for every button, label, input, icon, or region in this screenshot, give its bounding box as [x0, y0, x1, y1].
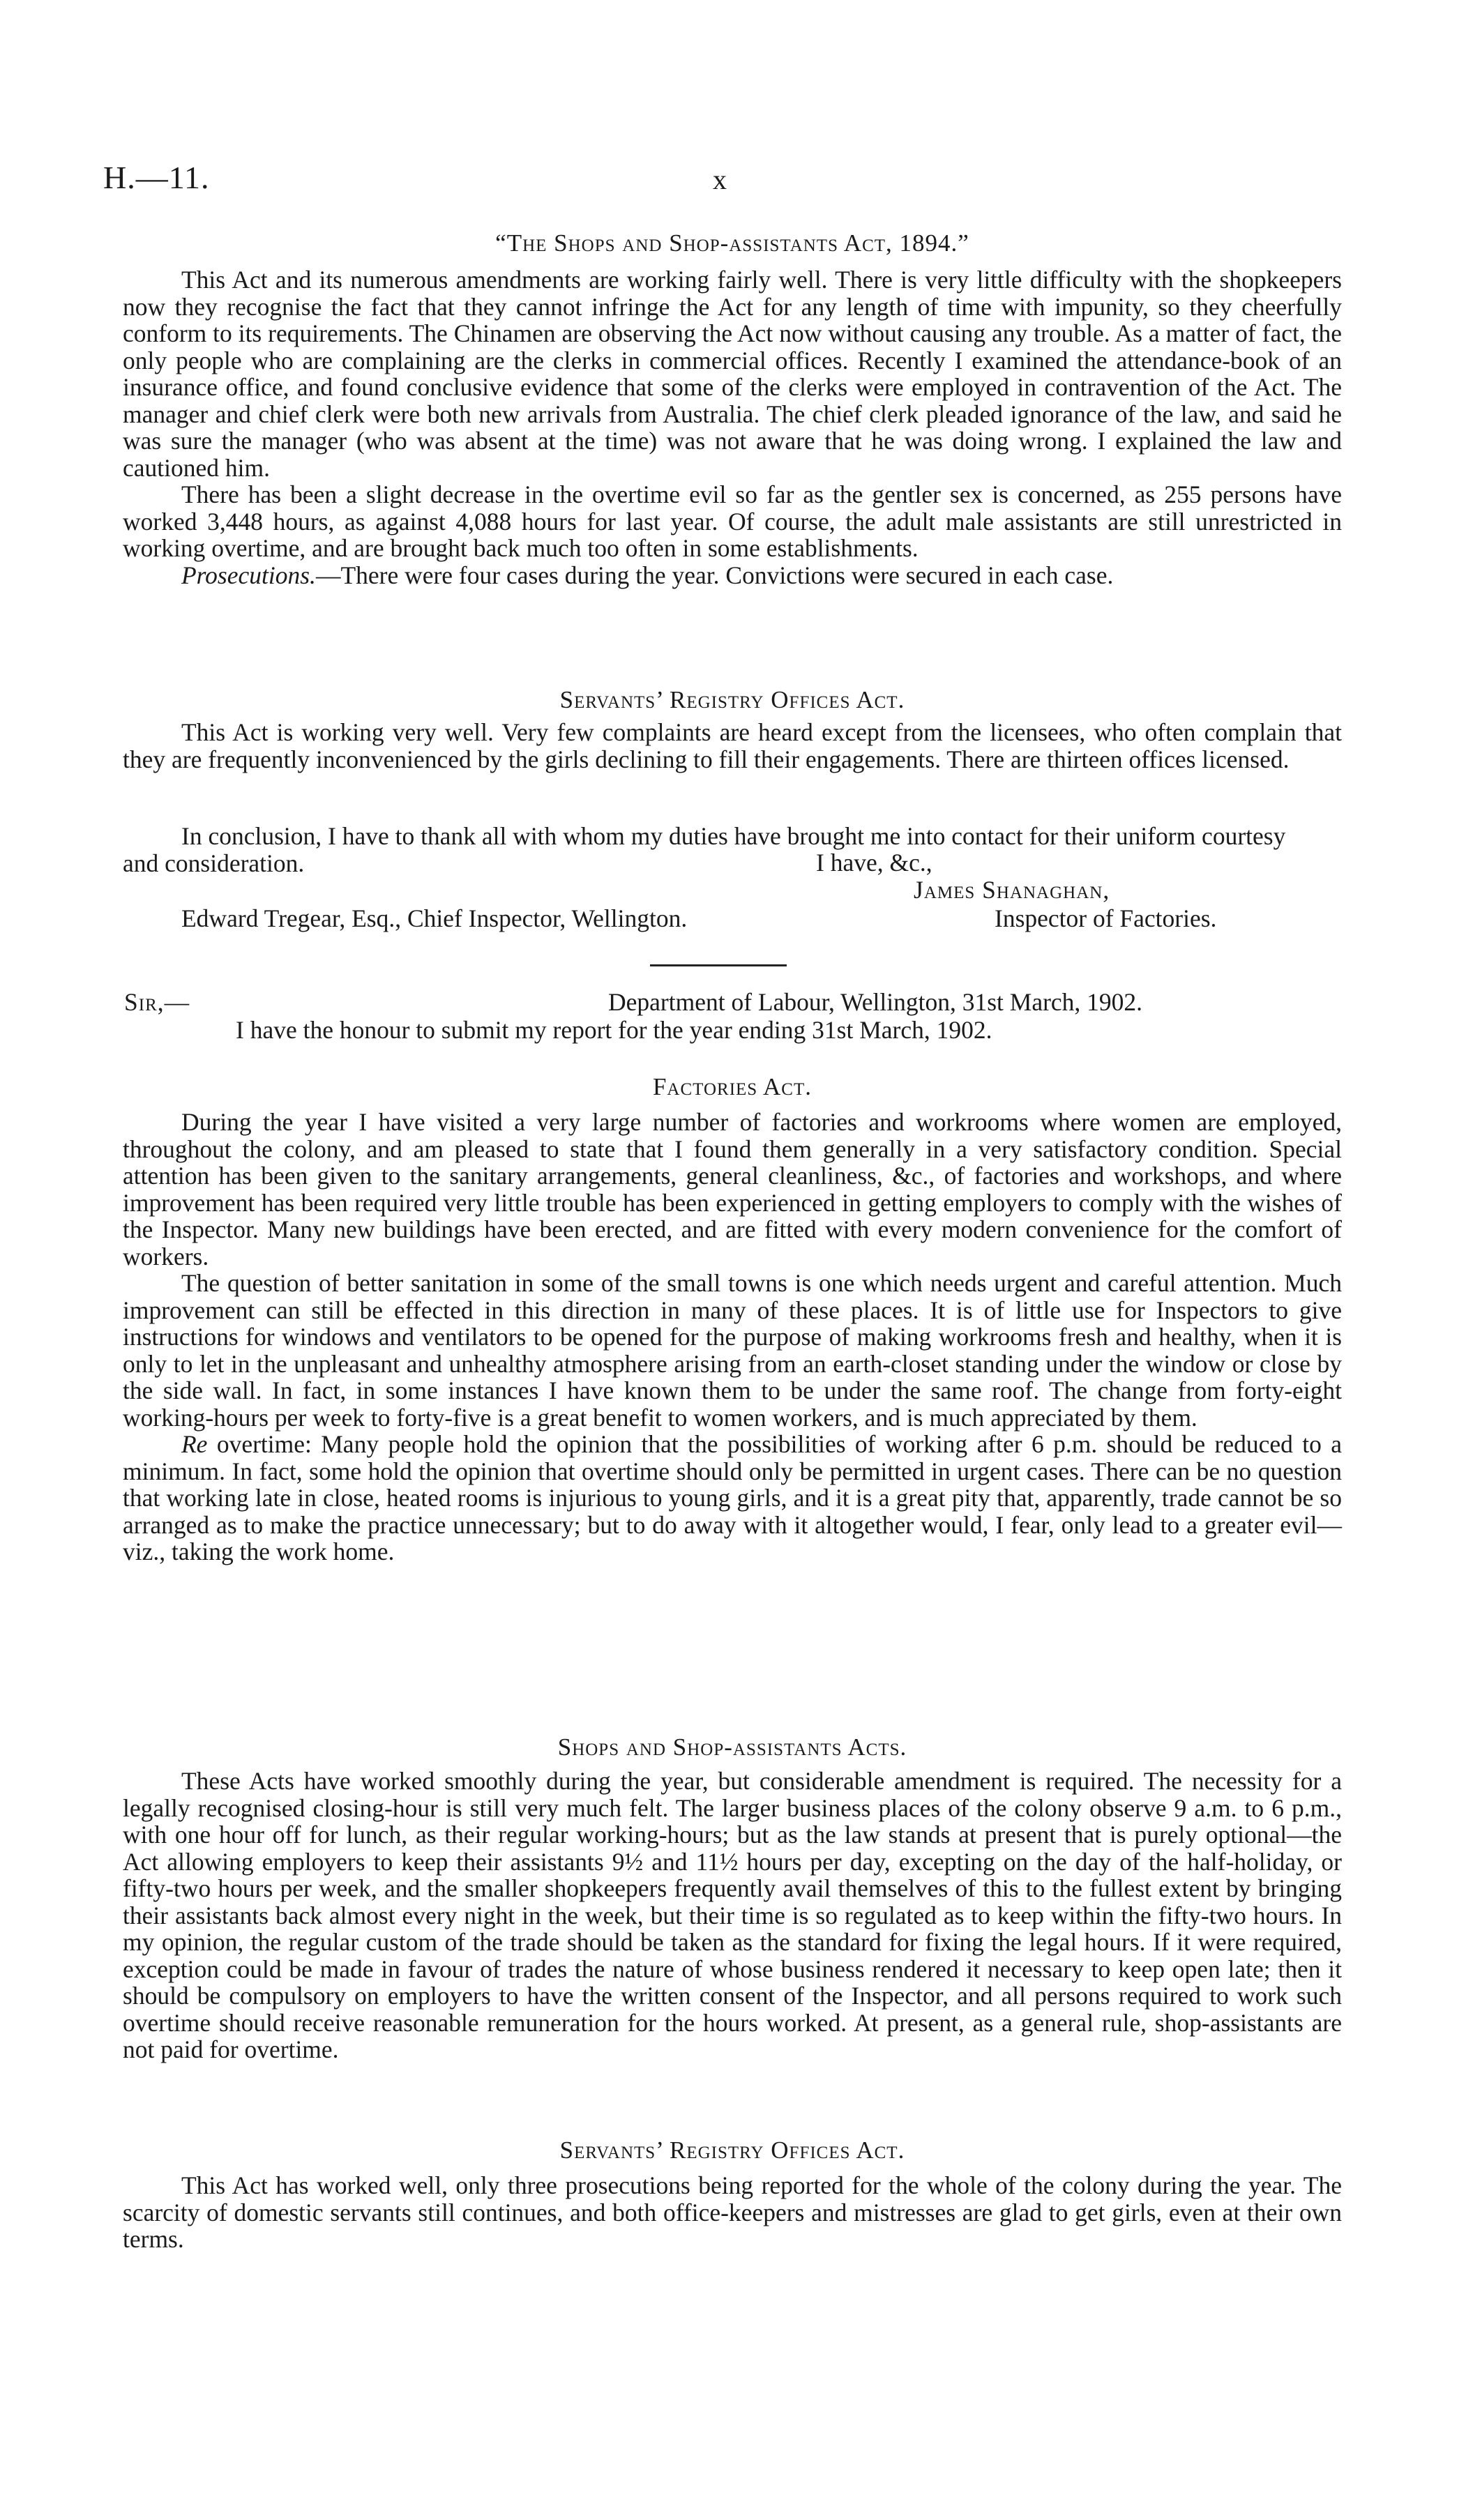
prosecutions-paragraph: [123, 562, 1342, 589]
section-divider: [650, 964, 787, 966]
paragraph: This Act is working very well. Very few complaints are heard except from the licensees, who often complain that they are frequently inconvenienced by the girls declining to fill their engagements. There are thirteen offices licensed.: [123, 718, 1342, 773]
overtime-label: Re: [181, 1430, 208, 1458]
letter-salutation: Sir,—: [124, 988, 190, 1016]
section-heading-shops-act-1894: “The Shops and Shop-assistants Act, 1894.”: [495, 229, 969, 257]
paragraph: This Act has worked well, only three prosecutions being reported for the whole of the colony during the year. The scarcity of domestic servants still continues, and both office-keepers and mistresses are glad to get girls, even at their own terms.: [123, 2171, 1342, 2253]
prosecutions-text: —There were four cases during the year. Convictions were secured in each case.: [315, 561, 1114, 589]
section-heading-registry-offices-2: Servants’ Registry Offices Act.: [559, 2136, 905, 2164]
paragraph: There has been a slight decrease in the overtime evil so far as the gentler sex is concerned, as 255 persons have worked 3,448 hours, as against 4,088 hours for last year. Of course, the adult male assistants are still unrestricted in working overtime, and are brought back much too often in some establishments.: [123, 480, 1342, 562]
section-body-factories-act: [123, 1109, 1342, 1565]
section-body-shops-act-1894: [123, 266, 1342, 589]
overtime-paragraph: [123, 1431, 1342, 1565]
prosecutions-label: Prosecutions.: [181, 561, 316, 589]
signature-title: Inspector of Factories.: [995, 904, 1217, 932]
closing-block: [123, 823, 1322, 876]
paragraph: During the year I have visited a very large number of factories and workrooms where women are employed, throughout the colony, and am pleased to state that I found them generally in a very satisfactory condition. Special attention has been given to the sanitary arrangements, general cleanliness, &c., of factories and workshops, and where improvement has been required very little trouble has been experienced in getting employers to comply with the wishes of the Inspector. Many new buildings have been erected, and are fitted with every modern convenience for the comfort of workers.: [123, 1108, 1342, 1270]
addressee: Edward Tregear, Esq., Chief Inspector, Wellington.: [181, 904, 688, 932]
document-reference: H.—11.: [103, 160, 210, 195]
letter-dateline: Department of Labour, Wellington, 31st March, 1902.: [608, 988, 1143, 1016]
paragraph: This Act and its numerous amendments are working fairly well. There is very little difficulty with the shopkeepers now they recognise the fact that they cannot infringe the Act for any length of time with impunity, so they cheerfully conform to its requirements. The Chinamen are observing the Act now without causing any trouble. As a matter of fact, the only people who are complaining are the clerks in commercial offices. Recently I examined the attendance-book of an insurance office, and found conclusive evidence that some of the clerks were employed in contravention of the Act. The manager and chief clerk were both new arrivals from Australia. The chief clerk pleaded ignorance of the law, and said he was sure the manager (who was absent at the time) was not aware that he was doing wrong. I explained the law and cautioned him.: [123, 266, 1342, 482]
section-body-shop-assistants-acts: [123, 1768, 1342, 2063]
section-heading-factories-act: Factories Act.: [652, 1073, 813, 1100]
page-number: x: [713, 164, 727, 195]
section-heading-registry-offices: Servants’ Registry Offices Act.: [559, 686, 905, 713]
signature-name: James Shanaghan,: [914, 876, 1110, 904]
overtime-text: overtime: Many people hold the opinion that the possibilities of working after 6 p.m. should be reduced to a minimum. In fact, some hold the opinion that overtime should only be permitted in urgent cases. There can be no question that working late in close, heated rooms is injurious to young girls, and it is a great pity that, apparently, trade cannot be so arranged as to make the practice unnecessary; but to do away with it altogether would, I fear, only lead to a greater evil—viz., taking the work home.: [123, 1430, 1342, 1565]
section-body-registry-offices-2: [123, 2172, 1342, 2253]
section-heading-shop-assistants-acts: Shops and Shop-assistants Acts.: [557, 1733, 907, 1761]
paragraph: These Acts have worked smoothly during the year, but considerable amendment is required. The necessity for a legally recognised closing-hour is still very much felt. The larger business places of the colony observe 9 a.m. to 6 p.m., with one hour off for lunch, as their regular working-hours; but as the law stands at present that is purely optional—the Act allowing employers to keep their assistants 9½ and 11½ hours per day, excepting on the day of the half-holiday, or fifty-two hours per week, and the smaller shopkeepers frequently avail themselves of this to the fullest extent by bringing their assistants back almost every night in the week, but their time is so regulated as to keep within the fifty-two hours. In my opinion, the regular custom of the trade should be taken as the standard for fixing the legal hours. If it were required, exception could be made in favour of trades the nature of whose business rendered it necessary to keep open late; then it should be compulsory on employers to have the written consent of the Inspector, and all persons required to work such overtime should receive reasonable remuneration for the hours worked. At present, as a general rule, shop-assistants are not paid for overtime.: [123, 1767, 1342, 2063]
paragraph: The question of better sanitation in some of the small towns is one which needs urgent and careful attention. Much improvement can still be effected in this direction in many of these places. It is of little use for Inspectors to give instructions for windows and ventilators to be opened for the purpose of making workrooms fresh and healthy, when it is only to let in the unpleasant and unhealthy atmosphere arising from an earth-closet standing under the window or close by the side wall. In fact, in some instances I have known them to be under the same roof. The change from forty-eight working-hours per week to forty-five is a great benefit to women workers, and is much appreciated by them.: [123, 1269, 1342, 1432]
closing-text: In conclusion, I have to thank all with whom my duties have brought me into contact for their uniform courtesy and consideration.: [123, 822, 1286, 877]
section-body-registry-offices: [123, 719, 1342, 773]
closing-salutation: I have, &c.,: [816, 849, 932, 876]
letter-intro: I have the honour to submit my report for the year ending 31st March, 1902.: [236, 1016, 992, 1044]
